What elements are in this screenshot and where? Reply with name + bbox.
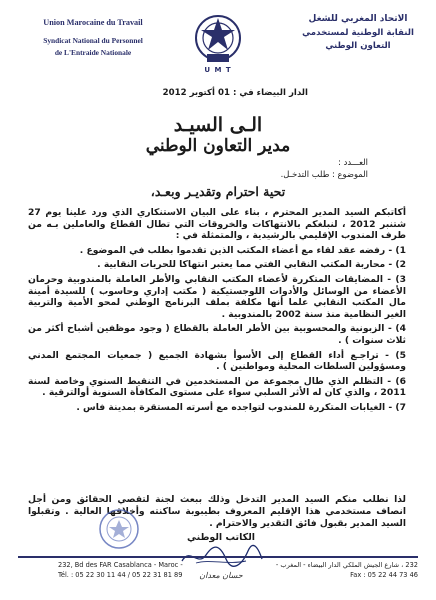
footer-fax: Fax : 05 22 44 73 46 xyxy=(350,571,418,579)
grievance-list xyxy=(28,245,406,414)
salutation xyxy=(0,114,436,156)
letterhead-french xyxy=(18,18,168,57)
union-name-ar: الاتحاد المغربي للشغل xyxy=(308,14,408,24)
list-item: 2) - محاربة المكتب النقابي الفتي مما يعتبر انتهاكا للحريات النقابية . xyxy=(97,259,406,271)
signatory-title: الكاتب الوطني xyxy=(186,532,256,543)
subject-block xyxy=(281,156,368,180)
logo-text: U M T xyxy=(204,66,232,74)
footer-address-fr: 232, Bd des FAR Casablanca - Maroc - xyxy=(58,561,183,569)
signatory-name: حسان معدان xyxy=(199,571,243,580)
syndicate-name-fr: Syndicat National du Personnel xyxy=(43,36,143,45)
subject-line: الموضوع : طلب التدخـل. xyxy=(280,169,368,179)
syndicate-name-ar: النقابة الوطنية لمستخدمي xyxy=(302,28,414,38)
letterhead-arabic xyxy=(298,14,418,51)
list-item: 4) - الزبونية والمحسوبية بين الأطر العاملة بالقطاع ( وجود موظفين أشباح أكثر من ثلاث سنوات ) . xyxy=(28,323,406,346)
list-item: 1) - رفضه عقد لقاء مع أعضاء المكتب الذين تقدموا بطلب في الموضوع . xyxy=(79,244,406,256)
union-name-fr: Union Marocaine du Travail xyxy=(43,18,143,27)
footer-divider xyxy=(18,556,418,558)
salutation-to: الـى السيـد xyxy=(173,114,263,136)
union-stamp-icon xyxy=(98,508,140,550)
umt-logo-icon xyxy=(193,10,243,74)
syndicate-name-ar-line2: التعاون الوطني xyxy=(325,41,391,51)
footer-telephone: Tél. : 05 22 30 11 44 / 05 22 31 81 89 xyxy=(58,571,183,579)
closing-paragraph: لذا نطلب منكم السيد المدير التدخل وذلك ببعث لجنة لتقصي الحقائق ومن أجل انصاف مستخدمي هذا الإقليم المعروف بطيبوبة ساكنته وأخلاقها العالية . وتقبلوا السيد المدير بقبول فائق التقدير والاحترام . xyxy=(28,494,406,529)
intro-paragraph: أكاتبكم السيد المدير المحترم ، بناء على البيان الاستنكاري الذي ورد علينا يوم 27 شتنبر 2012 ، لنبلغكم بالانتهاكات والخروقات التي تطال القطاع والعاملين بـه من طرف المندوب الإقليمي بالرشيدية ، والمتمثلة في : xyxy=(28,207,406,242)
syndicate-name-fr-line2: de L'Entraide Nationale xyxy=(54,48,132,57)
reference-number: العـــدد : xyxy=(338,157,368,167)
greeting: تحية احترام وتقديـر وبعـد، xyxy=(150,184,286,199)
letter-date: الدار البيضاء في : 01 أكتوبر 2012 xyxy=(162,88,308,98)
footer-address-ar: 232 ، شارع الجيش الملكي الدار البيضاء - المغرب - xyxy=(275,561,418,569)
list-item: 7) - الغيابات المتكررة للمندوب لتواجده مع أسرته المستقرة بمدينة فاس . xyxy=(76,401,406,413)
salutation-recipient: مدير التعاون الوطني xyxy=(145,136,291,156)
list-item: 3) - المضايقات المتكررة لأعضاء المكتب النقابي والأطر العاملة بالمندوبية وحرمان الأعضاء من الوسائل والأدوات اللوجستيكية ( مكتب إداري وحاسوب ) للسيدة أمينة مال المكتب النقابي علما أنها مكلفة بملف البرنامج الوطني لمحو الأمية والتربية الغير النظامية منذ سنة 2002 بالمندوبية . xyxy=(28,273,406,320)
list-item: 5) - تراجـع أداء القطاع إلى الأسوأ بشهادة الجميع ( جمعيات المجتمع المدني ومسؤولين السلطات المحلية ومواطنين ) . xyxy=(28,349,406,373)
list-item: 6) - التظلم الذي طال مجموعة من المستخدمين في التنقيط السنوي وخاصة لسنة 2011 ، والذي كان له الأثر السلبي سواء على مستوى المكافأة السنوية أوالترقية . xyxy=(28,375,406,399)
letter-body xyxy=(28,207,406,417)
